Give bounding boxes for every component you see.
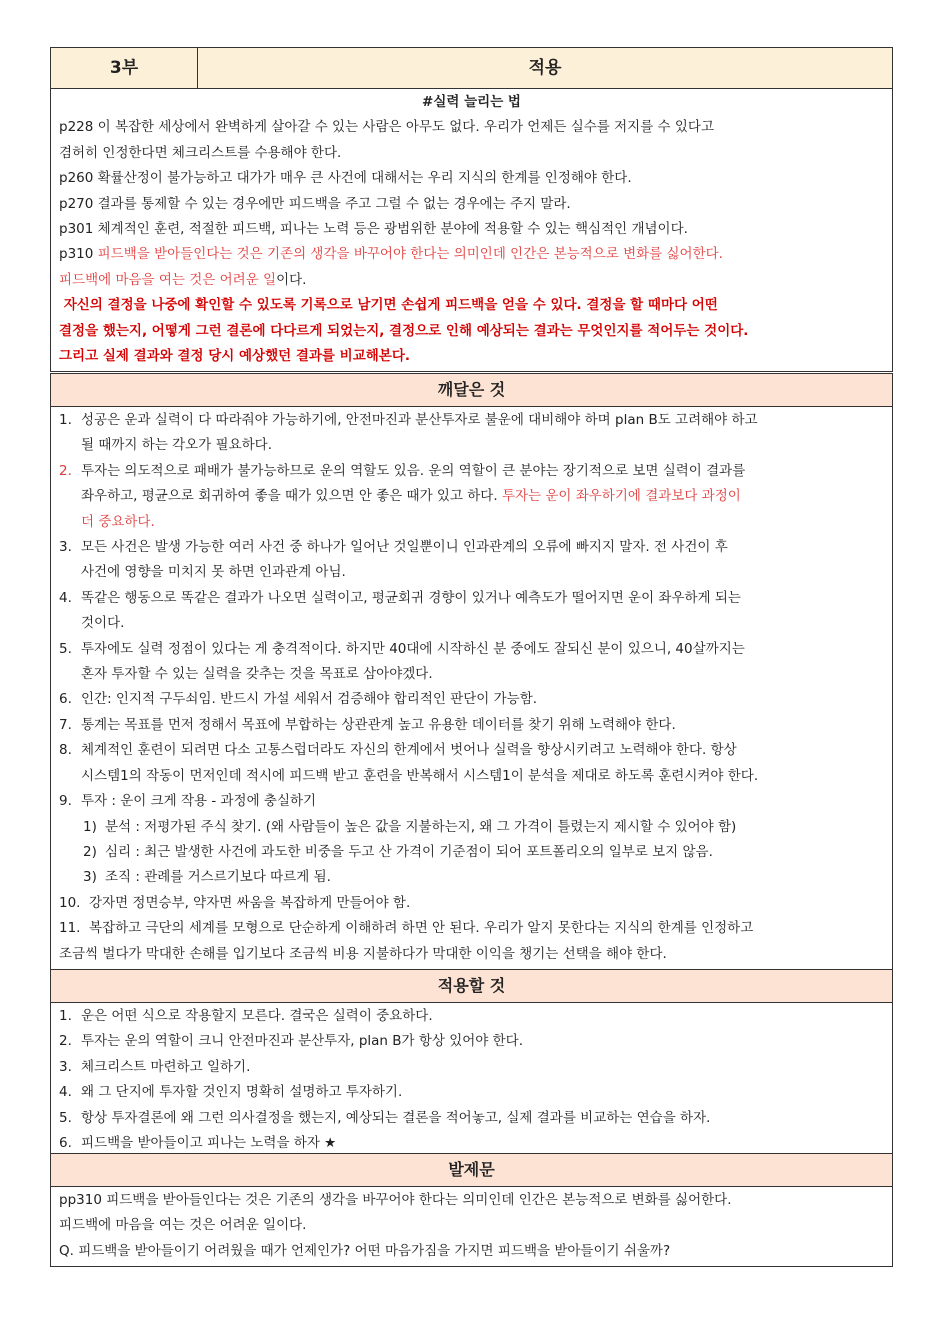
sub-list-item — [59, 815, 884, 840]
discussion-quote-line2: 피드백에 마음을 여는 것은 어려운 일이다. — [59, 1217, 307, 1234]
table-header-row — [51, 48, 892, 89]
item-text: 복잡하고 극단의 세계를 모형으로 단순하게 이해하려 하면 안 된다. 우리가 알지 못한다는 지식의 한계를 인정하고 — [89, 920, 754, 937]
item-text: 분석 : 저평가된 주식 찾기. (왜 사람들이 높은 값을 지불하는지, 왜 그 가격이 틀렸는지 제시할 수 있어야 함) — [105, 818, 737, 835]
item-text: 운은 어떤 식으로 작용할지 모른다. 결국은 실력이 중요하다. — [81, 1007, 433, 1024]
item-number: 8. — [59, 742, 72, 759]
item-text: 혼자 투자할 수 있는 실력을 갖추는 것을 목표로 삼아야겠다. — [81, 666, 433, 683]
item-text: 강자면 정면승부, 약자면 싸움을 복잡하게 만들어야 함. — [89, 894, 411, 911]
list-item — [59, 1080, 884, 1105]
quote-p270: p270 결과를 통제할 수 있는 경우에만 피드백을 주고 그럴 수 없는 경우에는 주지 말라. — [59, 195, 571, 212]
discussion-question: Q. 피드백을 받아들이기 어려웠을 때가 언제인가? 어떤 마음가짐을 가지면 피드백을 받아들이기 쉬울까? — [59, 1242, 671, 1259]
item-text: 왜 그 단지에 투자할 것인지 명확히 설명하고 투자하기. — [81, 1084, 403, 1101]
item-text: 통계는 목표를 먼저 정해서 목표에 부합하는 상관관계 높고 유용한 데이터를 찾기 위해 노력해야 한다. — [81, 716, 676, 733]
item-text: 될 때까지 하는 각오가 필요하다. — [81, 437, 272, 454]
list-item — [59, 1055, 884, 1080]
item-text: 투자는 의도적으로 패배가 불가능하므로 운의 역할도 있음. 운의 역할이 큰 분야는 장기적으로 보면 실력이 결과를 — [81, 462, 746, 479]
page-ref: p310 — [59, 246, 94, 263]
application-box — [50, 47, 893, 372]
list-item — [59, 687, 884, 712]
item-number: 3. — [59, 1058, 72, 1075]
quote-p260: p260 확률산정이 불가능하고 대가가 매우 큰 사건에 대해서는 우리 지식의 한계를 인정해야 한다. — [59, 170, 632, 187]
list-item — [59, 637, 884, 688]
item-text: 시스템1의 작동이 먼저인데 적시에 피드백 받고 훈련을 반복해서 시스템1이 분석을 제대로 하도록 훈련시켜야 한다. — [81, 767, 759, 784]
item-number: 1) — [83, 818, 97, 835]
apply-list — [51, 1003, 892, 1158]
plain-text: 이다. — [276, 271, 307, 288]
subtitle: #실력 늘리는 법 — [422, 94, 521, 110]
highlight-text: 더 중요하다. — [81, 513, 155, 530]
apply-title: 적용할 것 — [51, 969, 892, 1003]
sub-list-item — [59, 865, 884, 890]
quote-p228-line1: p228 이 복잡한 세상에서 완벽하게 살아갈 수 있는 사람은 아무도 없다. 우리가 언제든 실수를 저지를 수 있다고 — [59, 119, 715, 136]
item-text: 체계적인 훈련이 되려면 다소 고통스럽더라도 자신의 한계에서 벗어나 실력을 향상시키려고 노력해야 한다. 항상 — [81, 742, 737, 759]
learnings-title: 깨달은 것 — [51, 374, 892, 407]
list-item — [59, 1106, 884, 1131]
list-item — [59, 408, 884, 459]
discussion-quote-line1: pp310 피드백을 받아들인다는 것은 기존의 생각을 바꾸어야 한다는 의미인데 인간은 본능적으로 변화를 싫어한다. — [59, 1192, 732, 1208]
item-number: 11. — [59, 920, 81, 937]
quote-p228-line2: 겸허히 인정한다면 체크리스트를 수용해야 한다. — [59, 144, 342, 161]
highlight-text: 피드백을 받아들인다는 것은 기존의 생각을 바꾸어야 한다는 의미인데 인간은 본능적으로 변화를 싫어한다. — [97, 246, 723, 263]
item-number: 6. — [59, 691, 72, 708]
item-text: 체크리스트 마련하고 일하기. — [81, 1058, 251, 1075]
discussion-title: 발제문 — [51, 1154, 892, 1187]
list-item — [59, 738, 884, 789]
item-text: 심리 : 최근 발생한 사건에 과도한 비중을 두고 산 가격이 기준점이 되어 포트폴리오의 일부로 보지 않음. — [105, 843, 713, 860]
item-text: 투자 : 운이 크게 작용 - 과정에 충실하기 — [81, 793, 317, 810]
emphasis-line2: 결정을 했는지, 어떻게 그런 결론에 다다르게 되었는지, 결정으로 인해 예상되는 결과는 무엇인지를 적어두는 것이다. — [59, 322, 749, 339]
item-number: 2. — [59, 1033, 72, 1050]
item-number: 2) — [83, 843, 97, 860]
emphasis-line1: 자신의 결정을 나중에 확인할 수 있도록 기록으로 남기면 손쉽게 피드백을 얻을 수 있다. 결정을 할 때마다 어떤 — [59, 297, 718, 314]
item-text: 피드백을 받아들이고 피나는 노력을 하자 ★ — [81, 1134, 337, 1151]
list-item — [59, 789, 884, 814]
quote-p310-line1 — [59, 242, 884, 267]
learnings-list — [51, 407, 892, 969]
item-number: 6. — [59, 1134, 72, 1151]
list-item — [59, 459, 884, 535]
quote-p310-line2 — [59, 268, 884, 293]
item-number: 4. — [59, 589, 72, 606]
item-text: 성공은 운과 실력이 다 따라줘야 가능하기에, 안전마진과 분산투자로 불운에 대비해야 하며 plan B도 고려해야 하고 — [81, 412, 758, 428]
list-item — [59, 713, 884, 738]
plain-text: 좌우하고, 평균으로 회귀하여 좋을 때가 있으면 안 좋은 때가 있고 하다. — [81, 488, 502, 505]
discussion-box — [50, 1153, 893, 1267]
highlight-text: 투자는 운이 좌우하기에 결과보다 과정이 — [501, 488, 741, 505]
item-text-continuation: 조금씩 벌다가 막대한 손해를 입기보다 조금씩 비용 지불하다가 막대한 이익을 챙기는 선택을 해야 한다. — [59, 945, 667, 962]
item-number: 10. — [59, 894, 81, 911]
discussion-body — [51, 1187, 892, 1266]
item-number: 2. — [59, 462, 72, 479]
item-number: 3. — [59, 539, 72, 556]
item-number: 4. — [59, 1084, 72, 1101]
item-text: 것이다. — [81, 615, 125, 632]
highlight-text: 피드백에 마음을 여는 것은 어려운 일 — [59, 271, 277, 288]
item-text: 사건에 영향을 미치지 못 하면 인과관계 아님. — [81, 564, 346, 581]
item-number: 3) — [83, 869, 97, 886]
item-number: 5. — [59, 640, 72, 657]
item-text: 똑같은 행동으로 똑같은 결과가 나오면 실력이고, 평균회귀 경향이 있거나 예측도가 떨어지면 운이 좌우하게 되는 — [81, 589, 741, 606]
list-item — [59, 535, 884, 586]
sub-list-item — [59, 840, 884, 865]
list-item — [59, 1029, 884, 1054]
application-body — [51, 89, 892, 371]
list-item — [59, 586, 884, 637]
item-text: 조직 : 관례를 거스르기보다 따르게 됨. — [105, 869, 331, 886]
item-text: 인간: 인지적 구두쇠임. 반드시 가설 세워서 검증해야 합리적인 판단이 가능함. — [81, 691, 538, 708]
item-text: 모든 사건은 발생 가능한 여러 사건 중 하나가 일어난 것일뿐이니 인과관계의 오류에 빠지지 말자. 전 사건이 후 — [81, 539, 728, 556]
item-text: 항상 투자결론에 왜 그런 의사결정을 했는지, 예상되는 결론을 적어놓고, 실제 결과를 비교하는 연습을 하자. — [81, 1109, 711, 1126]
item-number: 1. — [59, 1007, 72, 1024]
section-heading: 적용 — [528, 58, 562, 78]
emphasis-line3: 그리고 실제 결과와 결정 당시 예상했던 결과를 비교해본다. — [59, 348, 411, 365]
item-text — [81, 484, 884, 509]
learnings-box — [50, 373, 893, 1159]
item-number: 7. — [59, 716, 72, 733]
item-number: 9. — [59, 793, 72, 810]
part-label: 3부 — [51, 48, 198, 88]
list-item — [59, 1004, 884, 1029]
list-item — [59, 916, 884, 941]
item-text: 투자는 운의 역할이 크니 안전마진과 분산투자, plan B가 항상 있어야 한다. — [81, 1033, 524, 1050]
quote-p301: p301 체계적인 훈련, 적절한 피드백, 피나는 노력 등은 광범위한 분야에 적용할 수 있는 핵심적인 개념이다. — [59, 221, 688, 238]
list-item — [59, 891, 884, 916]
item-number: 5. — [59, 1109, 72, 1126]
item-number: 1. — [59, 412, 72, 428]
item-text: 투자에도 실력 정점이 있다는 게 충격적이다. 하지만 40대에 시작하신 분 중에도 잘되신 분이 있으니, 40살까지는 — [81, 640, 745, 657]
